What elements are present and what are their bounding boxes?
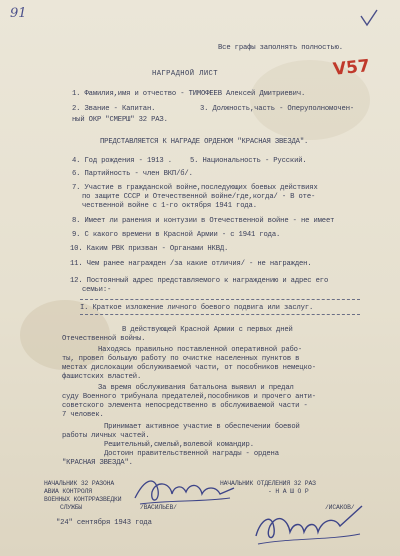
body-line: В действующей Красной Армии с первых дней bbox=[122, 326, 293, 334]
body-line: Принимает активное участие в обеспечении боевой bbox=[104, 423, 300, 431]
body-line: местах дислокации обслуживаемой части, от пособников немецко- bbox=[62, 364, 316, 372]
body-line: работы личных частей. bbox=[62, 432, 150, 440]
body-line: фашистских властей. bbox=[62, 373, 142, 381]
document-title: НАГРАДНОЙ ЛИСТ bbox=[152, 70, 218, 78]
field-awards: 11. Чем ранее награжден /за какие отличия/ - не награжден. bbox=[70, 260, 312, 268]
separator-line bbox=[80, 299, 360, 300]
signatory-left-title: ВОЕННЫХ КОНТРРАЗВЕДКИ bbox=[44, 496, 122, 503]
signatory-left-title: НАЧАЛЬНИК 32 РАЗОНА bbox=[44, 480, 115, 487]
top-note: Все графы заполнять полностью. bbox=[218, 44, 343, 52]
separator-line bbox=[80, 314, 360, 315]
field-rank: 2. Звание - Капитан. bbox=[72, 105, 156, 113]
field-combat-c: чественной войне с 1-го октября 1941 года. bbox=[82, 202, 257, 210]
field-position: 3. Должность,часть - Оперуполномочен- bbox=[200, 105, 355, 113]
field-address-a: 12. Постоянный адрес представляемого к награждению и адрес его bbox=[70, 277, 329, 285]
check-mark-icon bbox=[358, 8, 380, 30]
field-nationality: 5. Национальность - Русский. bbox=[190, 157, 307, 165]
field-name: 1. Фамилия,имя и отчество - ТИМОФЕЕВ Алексей Дмитриевич. bbox=[72, 90, 306, 98]
signature-left-icon bbox=[130, 470, 240, 510]
field-party: 6. Партийность - член ВКП/б/. bbox=[72, 170, 193, 178]
body-line: 7 человек. bbox=[62, 411, 104, 419]
body-line: "КРАСНАЯ ЗВЕЗДА". bbox=[62, 459, 133, 467]
signatory-right-title: НАЧАЛЬНИК ОТДЕЛЕНИЯ 32 РАЗ bbox=[220, 480, 316, 487]
red-registration-number: V57 bbox=[332, 56, 371, 80]
field-wounds: 8. Имеет ли ранения и контузии в Отечественной войне - не имеет bbox=[72, 217, 335, 225]
field-combat-a: 7. Участие в гражданской войне,последующих боевых действиях bbox=[72, 184, 318, 192]
body-line: Достоин правительственной награды - ордена bbox=[104, 450, 279, 458]
body-line: советского элемента непосредственно в обслуживаемой части - bbox=[62, 402, 308, 410]
field-combat-b: по защите СССР и Отечественной войне/где,когда/ - В оте- bbox=[82, 193, 316, 201]
field-position-cont: ный ОКР "СМЕРШ" 32 РАЗ. bbox=[72, 116, 168, 124]
signatory-left-title: АВИА КОНТРОЛЯ bbox=[44, 488, 92, 495]
corner-mark: 91 bbox=[10, 6, 27, 21]
signatory-right-name: /ИСАКОВ/ bbox=[325, 504, 355, 511]
field-conscription: 10. Каким РВК призван - Органами НКВД. bbox=[70, 245, 229, 253]
body-line: Находясь правильно поставленной оперативной рабо- bbox=[98, 346, 302, 354]
award-heading: ПРЕДСТАВЛЯЕТСЯ К НАГРАДЕ ОРДЕНОМ "КРАСНАЯ ЗВЕЗДА". bbox=[100, 138, 309, 146]
body-line: Отечественной войны. bbox=[62, 335, 146, 343]
signature-right-icon bbox=[250, 500, 370, 550]
field-birth-year: 4. Год рождения - 1913 . bbox=[72, 157, 172, 165]
section-heading: I. Краткое изложение личного боевого подвига или заслуг. bbox=[80, 304, 314, 312]
body-line: суду Военного трибунала предателей,пособников и прочего анти- bbox=[62, 393, 316, 401]
field-army-since: 9. С какого времени в Красной Армии - с 1941 года. bbox=[72, 231, 281, 239]
body-line: Решительный,смелый,волевой командир. bbox=[104, 441, 254, 449]
field-address-b: семьи:- bbox=[82, 286, 112, 294]
signatory-left-name: /ВАСИЛЬЕВ/ bbox=[140, 504, 177, 511]
signatory-right-title: - Н А Ш О Р bbox=[268, 488, 309, 495]
body-line: За время обслуживания батальона выявил и предал bbox=[98, 384, 294, 392]
document-date: "24" сентября 1943 года bbox=[56, 519, 152, 527]
signatory-left-title: СЛУЖБЫ bbox=[60, 504, 83, 511]
body-line: ты, провел большую работу по очистке населенных пунктов в bbox=[62, 355, 300, 363]
